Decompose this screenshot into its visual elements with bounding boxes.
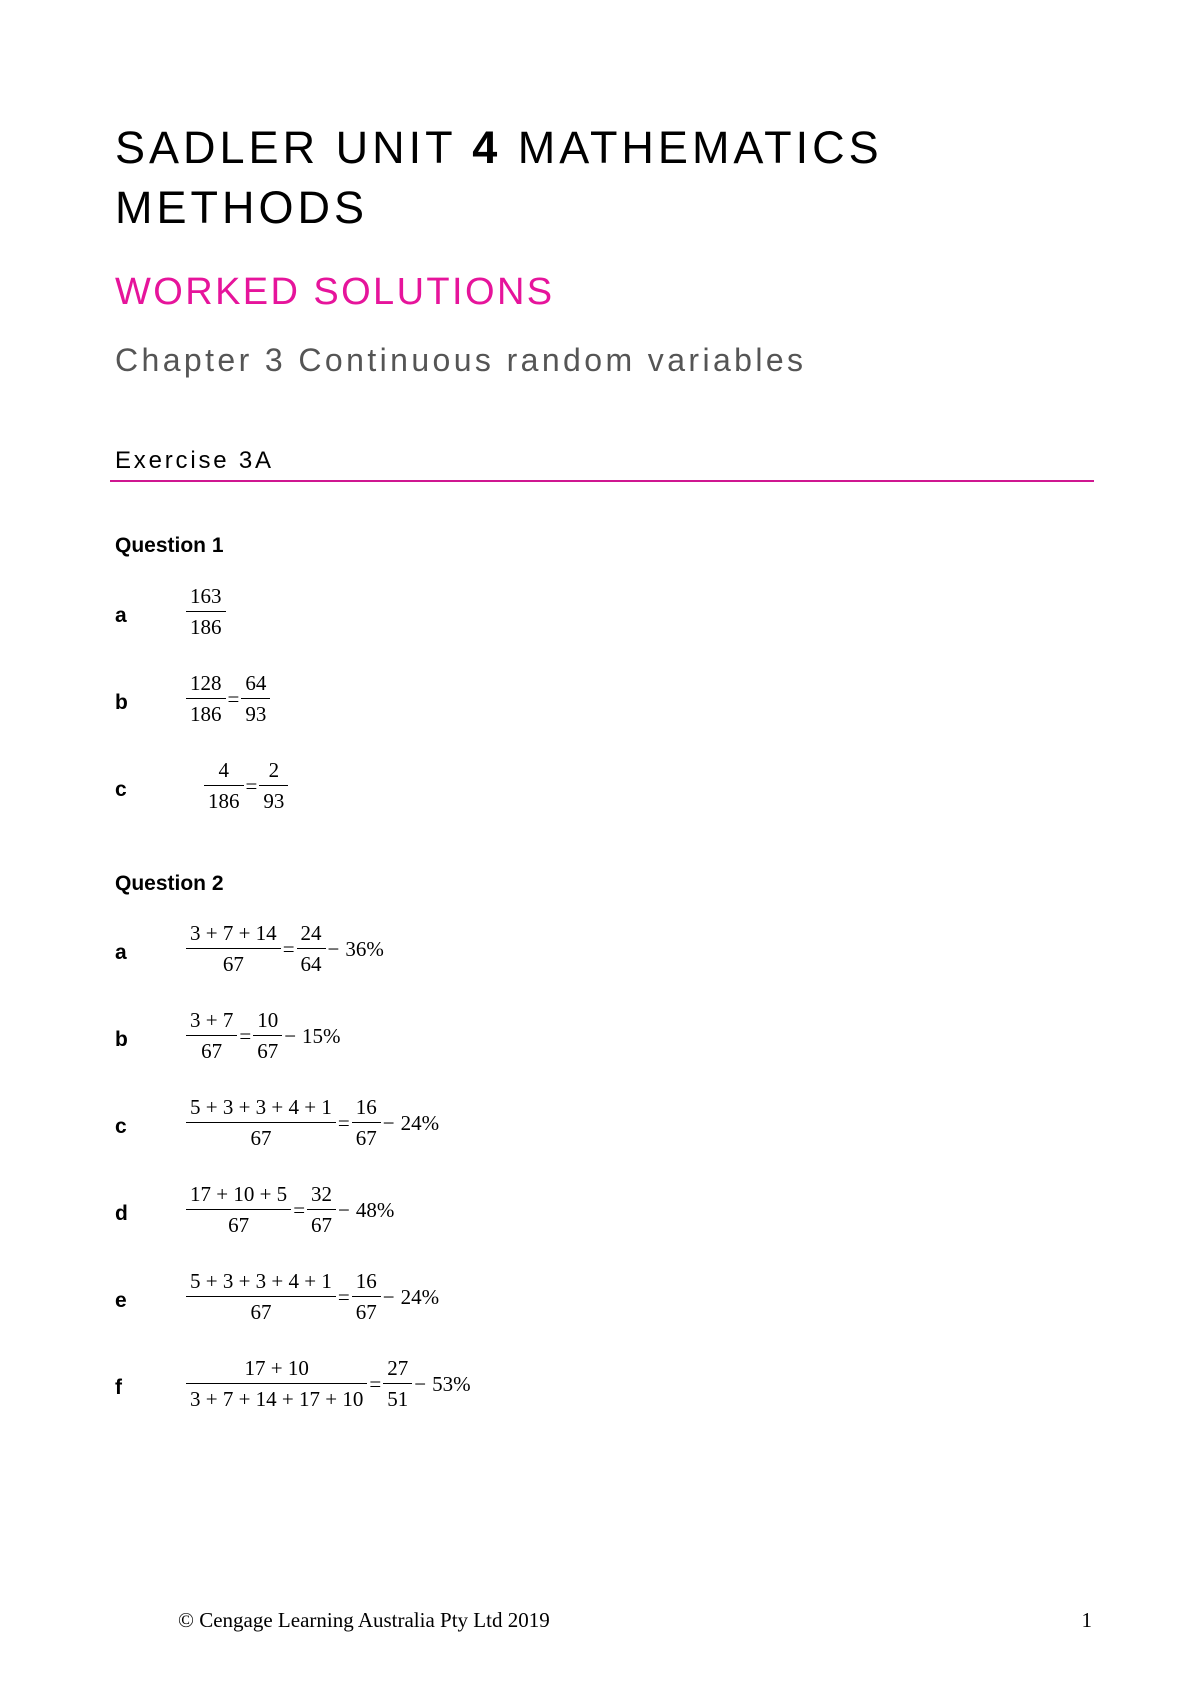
numerator: 10 <box>257 1008 279 1032</box>
numerator: 5 + 3 + 3 + 4 + 1 <box>190 1269 332 1293</box>
denominator: 67 <box>186 948 281 975</box>
approx-sign: − <box>327 936 340 961</box>
numerator: 163 <box>190 584 222 608</box>
fraction <box>261 760 286 812</box>
denominator: 67 <box>352 1122 381 1149</box>
q2-part-d-label: d <box>115 1202 128 1225</box>
numerator: 27 <box>387 1356 409 1380</box>
exercise-heading: Exercise 3A <box>115 447 274 474</box>
equals-sign: = <box>245 773 258 798</box>
denominator: 93 <box>241 698 270 725</box>
percentage-result: 15% <box>302 1023 341 1048</box>
subtitle: WORKED SOLUTIONS <box>115 271 555 313</box>
denominator: 51 <box>383 1383 412 1410</box>
numerator: 4 <box>218 758 229 782</box>
denominator: 93 <box>259 785 288 812</box>
q1-part-a-expression <box>188 586 224 638</box>
q2-part-a-label: a <box>115 941 127 964</box>
chapter-title: Chapter 3 Continuous random variables <box>115 342 807 378</box>
question-2-heading: Question 2 <box>115 872 224 895</box>
denominator: 186 <box>186 698 226 725</box>
approx-sign: − <box>414 1371 427 1396</box>
copyright-footer: © Cengage Learning Australia Pty Ltd 2019 <box>178 1608 550 1632</box>
denominator: 64 <box>297 948 326 975</box>
q2-part-b-label: b <box>115 1028 128 1051</box>
denominator: 186 <box>204 785 244 812</box>
document-title <box>115 118 1015 238</box>
percentage-result: 36% <box>345 936 384 961</box>
denominator: 67 <box>253 1035 282 1062</box>
numerator: 16 <box>355 1095 377 1119</box>
numerator: 3 + 7 <box>190 1008 234 1032</box>
question-1-heading: Question 1 <box>115 534 224 557</box>
fraction <box>299 923 324 975</box>
approx-sign: − <box>382 1110 395 1135</box>
numerator: 2 <box>268 758 280 782</box>
page-number: 1 <box>1081 1608 1092 1632</box>
numerator: 24 <box>300 921 322 945</box>
q2-part-c-label: c <box>115 1115 127 1138</box>
q2-part-e-expression <box>188 1271 439 1323</box>
fraction <box>206 760 242 812</box>
fraction <box>188 1271 334 1323</box>
q2-part-c-expression <box>188 1097 439 1149</box>
q1-part-b-expression <box>188 673 268 725</box>
equals-sign: = <box>337 1284 350 1309</box>
numerator: 3 + 7 + 14 <box>190 921 277 945</box>
fraction <box>354 1097 379 1149</box>
q2-part-e-label: e <box>115 1289 127 1312</box>
percentage-result: 53% <box>432 1371 471 1396</box>
equals-sign: = <box>282 936 295 961</box>
equals-sign: = <box>293 1197 306 1222</box>
fraction <box>255 1010 280 1062</box>
fraction <box>243 673 268 725</box>
denominator: 67 <box>186 1035 237 1062</box>
q2-part-b-expression <box>188 1010 341 1062</box>
fraction <box>188 1010 235 1062</box>
fraction <box>354 1271 379 1323</box>
denominator: 67 <box>352 1296 381 1323</box>
denominator: 67 <box>186 1209 291 1236</box>
numerator: 128 <box>190 671 222 695</box>
percentage-result: 48% <box>355 1197 395 1222</box>
fraction <box>188 1184 289 1236</box>
numerator: 32 <box>311 1182 333 1206</box>
q1-part-c-label: c <box>115 778 127 801</box>
approx-sign: − <box>338 1197 350 1222</box>
fraction <box>188 1097 334 1149</box>
title-unit-number: 4 <box>472 122 502 173</box>
numerator: 17 + 10 + 5 <box>190 1182 288 1206</box>
fraction <box>188 586 224 638</box>
fraction <box>188 673 224 725</box>
equals-sign: = <box>337 1110 350 1135</box>
denominator: 67 <box>307 1209 336 1236</box>
numerator: 5 + 3 + 3 + 4 + 1 <box>190 1095 332 1119</box>
q1-part-c-expression <box>206 760 286 812</box>
q2-part-f-label: f <box>115 1376 122 1399</box>
denominator: 67 <box>186 1122 336 1149</box>
equals-sign: = <box>227 686 240 711</box>
title-prefix: SADLER UNIT <box>115 122 473 173</box>
fraction <box>309 1184 334 1236</box>
fraction <box>385 1358 410 1410</box>
section-divider <box>110 480 1094 482</box>
numerator: 17 + 10 <box>244 1356 309 1380</box>
q2-part-d-expression <box>188 1184 394 1236</box>
numerator: 16 <box>355 1269 377 1293</box>
percentage-result: 24% <box>400 1284 440 1309</box>
approx-sign: − <box>382 1284 395 1309</box>
equals-sign: = <box>369 1371 382 1396</box>
title-suffix: MATHEMATICS METHODS <box>115 122 883 233</box>
denominator: 3 + 7 + 14 + 17 + 10 <box>186 1383 367 1410</box>
approx-sign: − <box>284 1023 297 1048</box>
q1-part-a-label: a <box>115 604 127 627</box>
fraction <box>188 923 279 975</box>
denominator: 67 <box>186 1296 336 1323</box>
q2-part-a-expression <box>188 923 384 975</box>
fraction <box>188 1358 365 1410</box>
numerator: 64 <box>245 671 267 695</box>
percentage-result: 24% <box>400 1110 440 1135</box>
q2-part-f-expression <box>188 1358 471 1410</box>
denominator: 186 <box>186 611 226 638</box>
q1-part-b-label: b <box>115 691 128 714</box>
equals-sign: = <box>239 1023 252 1048</box>
